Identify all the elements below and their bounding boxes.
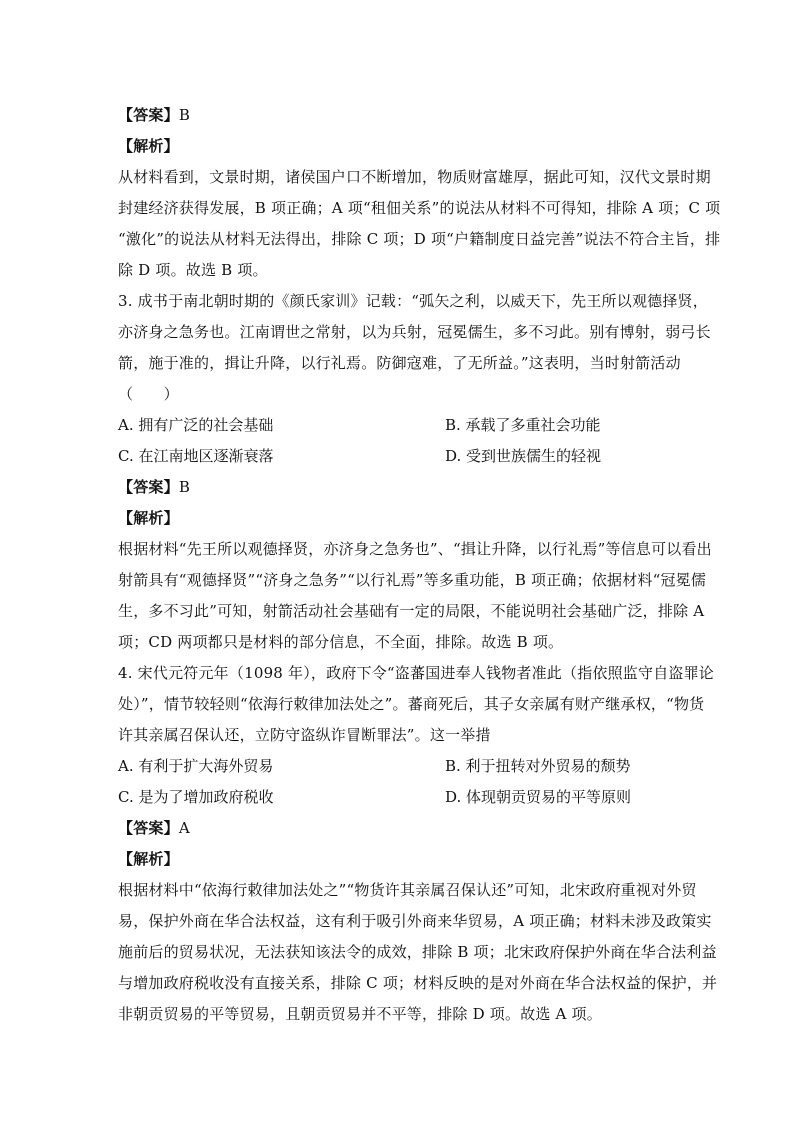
analysis-heading	[118, 131, 678, 162]
text-line: 3. 成书于南北朝时期的《颜氏家训》记载：“弧矢之利，以威天下，先王所以观德择贤，	[118, 292, 708, 310]
text-line: 生，多不习此”可知，射箭活动社会基础有一定的局限，不能说明社会基础广泛，排除 A	[118, 602, 705, 620]
text-line: 易，保护外商在华合法权益，这有利于吸引外商来华贸易，A 项正确；材料未涉及政策实	[118, 912, 712, 930]
text-line: 非朝贡贸易的平等贸易，且朝贡贸易并不平等，排除 D 项。故选 A 项。	[118, 1005, 602, 1023]
answer-value: B	[178, 106, 191, 124]
answer-label: 【答案】	[118, 478, 179, 496]
paragraph	[118, 162, 721, 286]
paragraph	[118, 286, 711, 410]
analysis-heading	[118, 844, 678, 875]
options-group	[118, 751, 678, 813]
option-item: B. 利于扭转对外贸易的颓势	[445, 757, 631, 775]
analysis-label: 【解析】	[118, 509, 179, 527]
answer-line	[118, 813, 678, 844]
text-line: （ ）	[118, 385, 179, 403]
option-item: C. 是为了增加政府税收	[118, 788, 274, 806]
paragraph	[118, 875, 718, 1030]
option-item: A. 有利于扩大海外贸易	[118, 757, 274, 775]
option-item: D. 受到世族儒生的轻视	[445, 447, 602, 465]
option-row	[118, 441, 678, 472]
option-item: A. 拥有广泛的社会基础	[118, 416, 274, 434]
text-line: 根据材料“先王所以观德择贤，亦济身之急务也”、“揖让升降，以行礼焉”等信息可以看出	[118, 540, 712, 558]
options-group	[118, 410, 678, 472]
analysis-label: 【解析】	[118, 137, 179, 155]
text-line: 箭，施于准的，揖让升降，以行礼焉。防御寇难，了无所益。”这表明，当时射箭活动	[118, 354, 681, 372]
text-line: 除 D 项。故选 B 项。	[118, 261, 268, 279]
answer-label: 【答案】	[118, 819, 179, 837]
text-line: 许其亲属召保认还，立防守盗纵诈冒断罪法”。这一举措	[118, 726, 491, 744]
option-row	[118, 751, 678, 782]
text-line: “激化”的说法从材料无法得出，排除 C 项；D 项“户籍制度日益完善”说法不符合主旨，排	[118, 230, 721, 248]
answer-line	[118, 472, 678, 503]
option-item: C. 在江南地区逐渐衰落	[118, 447, 274, 465]
text-line: 项；CD 两项都只是材料的部分信息，不全面，排除。故选 B 项。	[118, 633, 564, 651]
option-row	[118, 410, 678, 441]
answer-value: A	[178, 819, 190, 837]
analysis-heading	[118, 503, 678, 534]
analysis-label: 【解析】	[118, 850, 179, 868]
text-line: 封建经济获得发展，B 项正确；A 项“租佃关系”的说法从材料不可得知，排除 A 项；C 项	[118, 199, 721, 217]
option-item: B. 承载了多重社会功能	[445, 416, 601, 434]
text-line: 射箭具有“观德择贤”“济身之急务”“以行礼焉”等多重功能，B 项正确；依据材料“冠冕儒	[118, 571, 707, 589]
answer-label: 【答案】	[118, 106, 179, 124]
text-line: 处）”，情节较轻则“依海行敕律加法处之”。蕃商死后，其子女亲属有财产继承权，“物货	[118, 695, 705, 713]
paragraph	[118, 658, 714, 751]
text-line: 亦济身之急务也。江南谓世之常射，以为兵射，冠冕儒生，多不习此。别有博射，弱弓长	[118, 323, 711, 341]
text-line: 从材料看到，文景时期，诸侯国户口不断增加，物质财富雄厚，据此可知，汉代文景时期	[118, 168, 711, 186]
document-body	[118, 100, 721, 1030]
text-line: 根据材料中“依海行敕律加法处之”“物货许其亲属召保认还”可知，北宋政府重视对外贸	[118, 881, 697, 899]
answer-value: B	[178, 478, 191, 496]
option-item: D. 体现朝贡贸易的平等原则	[445, 788, 632, 806]
text-line: 与增加政府税收没有直接关系，排除 C 项；材料反映的是对外商在华合法权益的保护，并	[118, 974, 718, 992]
text-line: 4. 宋代元符元年（1098 年），政府下令“盗蕃国进奉人钱物者准此（指依照监守自盗罪论	[118, 664, 714, 682]
text-line: 施前后的贸易状况，无法获知该法令的成效，排除 B 项；北宋政府保护外商在华合法利益	[118, 943, 717, 961]
option-row	[118, 782, 678, 813]
answer-line	[118, 100, 678, 131]
paragraph	[118, 534, 712, 658]
